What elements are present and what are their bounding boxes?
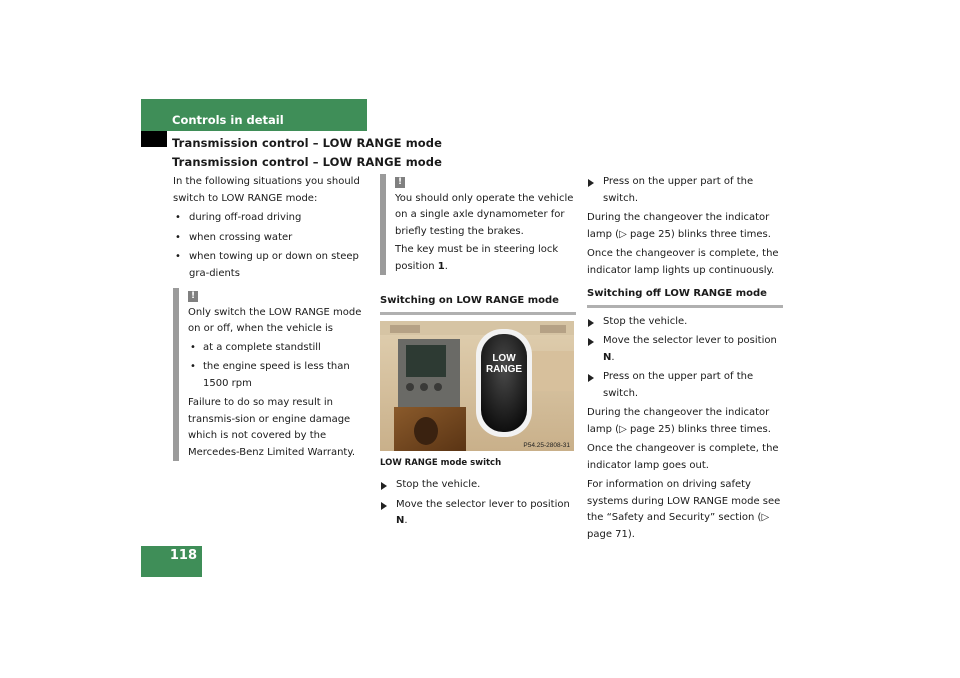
switch-on-steps [380,477,576,530]
step-note: During the changeover the indicator lamp (▷ page 25) blinks three times. [587,212,771,240]
step-text: Stop the vehicle. [396,479,481,490]
step-arrow-icon [381,502,387,510]
section-label: Controls in detail [172,113,284,127]
step-item [380,497,576,530]
step-text: . [404,515,408,526]
step-text: Press on the upper part of the switch. [603,371,754,399]
warning-bar [173,288,179,461]
warning-text: Only switch the LOW RANGE mode on or off, when the vehicle is [188,306,362,334]
key-position: 1 [437,260,445,272]
page-number-box [141,546,202,577]
text: . [444,260,448,272]
warning-text-key [395,242,576,275]
warning-text: You should only operate the vehicle on a single axle dynamometer for briefly testing the brakes. [395,192,574,237]
step-text: Press on the upper part of the switch. [603,176,754,204]
column-3 [587,174,783,546]
switch-off-steps [587,314,783,403]
step-item [380,477,576,494]
step-note: During the changeover the indicator lamp (▷ page 25) blinks three times. [587,407,771,435]
warning-bar [380,174,386,275]
intro-bullets [173,210,371,282]
page-number: 118 [169,548,197,563]
step-item [587,333,783,366]
warning-text: Failure to do so may result in transmis-sion or engine damage which is not covered by the Mercedes-Benz Limited Warranty. [188,397,356,458]
step-note: Once the changeover is complete, the indicator lamp goes out. [587,443,779,471]
low-range-switch-photo [380,321,574,451]
column-2 [380,174,576,533]
step-arrow-icon [381,482,387,490]
list-item: • when crossing water [173,230,371,247]
list-item: • the engine speed is less than 1500 rpm [188,359,371,392]
step-text: . [611,351,615,363]
list-item: • when towing up or down on steep gra-dients [173,249,371,282]
step-text: Move the selector lever to position [396,498,570,510]
step-text: Move the selector lever to position [603,335,777,346]
list-item: • during off-road driving [173,210,371,227]
switch-on-steps-continued [587,174,783,207]
section-header-tab [141,99,367,131]
page-subtitle: Transmission control – LOW RANGE mode [172,155,443,169]
page-title: Transmission control – LOW RANGE mode [172,136,443,150]
gear-position: N [396,515,405,526]
section-heading-switch-off: Switching off LOW RANGE mode [587,286,783,308]
warning-bullets [188,340,371,393]
section-heading-switch-on: Switching on LOW RANGE mode [380,293,576,315]
list-item: • at a complete standstill [188,340,371,357]
warning-icon: ! [188,291,198,302]
step-item [587,369,783,402]
step-arrow-icon [588,338,594,346]
step-item [587,314,783,331]
footer-text: For information on driving safety systems during LOW RANGE mode see the “Safety and Security” section (▷ page 71). [587,479,781,540]
warning-icon: ! [395,177,405,188]
photo-caption: LOW RANGE mode switch [380,457,502,468]
step-text: Stop the vehicle. [603,315,688,327]
header-marker [141,131,167,147]
text: The key must be in steering lock position [395,244,559,272]
step-arrow-icon [588,179,594,187]
photo-code: P54.25-2808-31 [523,441,570,449]
warning-box-2 [380,174,576,275]
switch-label-low: LOW [492,352,516,364]
step-item [587,174,783,207]
step-note: Once the changeover is complete, the indicator lamp lights up continuously. [587,248,779,276]
step-arrow-icon [588,319,594,327]
gear-position: N [603,351,612,363]
step-arrow-icon [588,374,594,382]
intro-text: In the following situations you should switch to LOW RANGE mode: [173,176,360,204]
column-1 [173,174,371,463]
warning-box-1 [173,288,371,461]
switch-label-range: RANGE [485,363,523,375]
dashboard-illustration [380,321,574,451]
